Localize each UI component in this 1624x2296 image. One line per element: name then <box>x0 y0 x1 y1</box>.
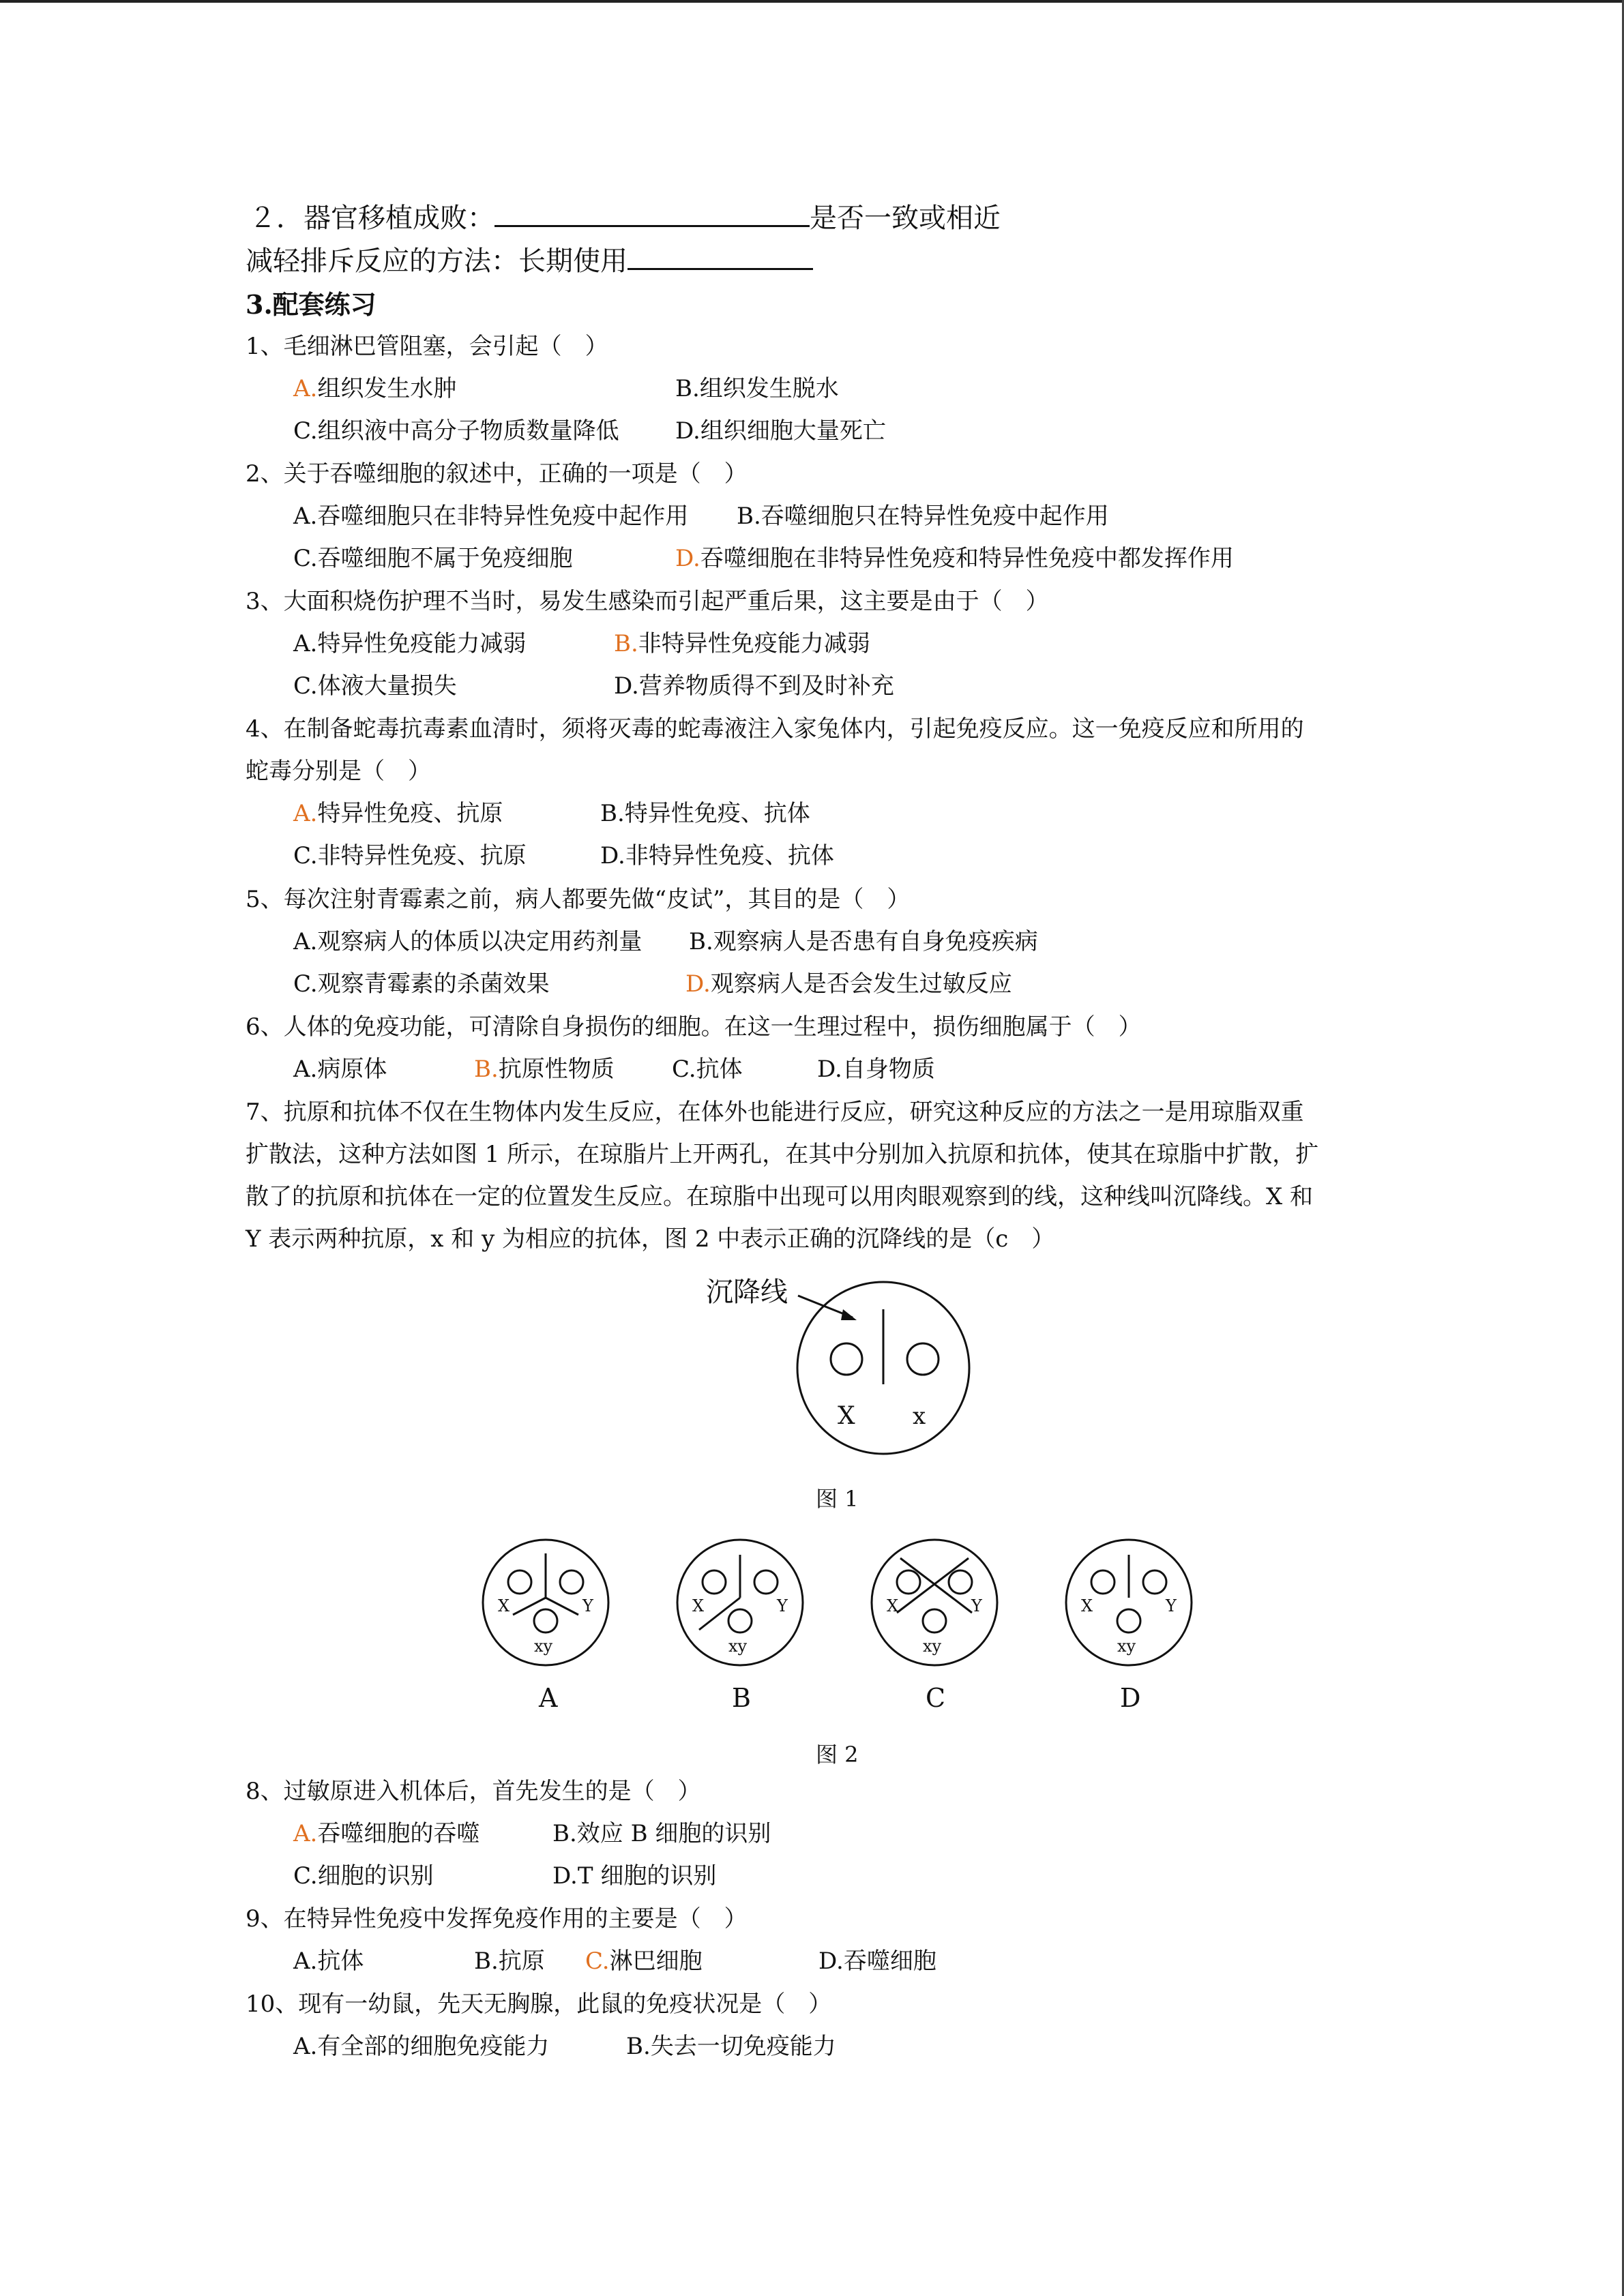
sedimentation-line-label: 沉降线 <box>706 1277 788 1308</box>
question-6-option-c: C.抗体 <box>672 1056 743 1083</box>
dish-label-right: Y <box>1166 1596 1177 1615</box>
organ-transplant-line <box>249 205 1001 232</box>
option-letter-b: B <box>732 1683 751 1713</box>
question-6-option-a: A.病原体 <box>293 1056 387 1083</box>
question-5-stem: 5、每次注射青霉素之前，病人都要先做“皮试”，其目的是（ ） <box>246 886 911 913</box>
question-2-option-a: A.吞噬细胞只在非特异性免疫中起作用 <box>293 503 689 530</box>
section-title: 3.配套练习 <box>246 289 377 320</box>
question-2-option-d <box>675 547 1234 570</box>
question-8-option-d: D.T 细胞的识别 <box>552 1862 717 1890</box>
question-10-stem: 10、现有一幼鼠，先天无胸腺，此鼠的免疫状况是（ ） <box>246 1991 832 2018</box>
question-1-option-c: C.组织液中高分子物质数量降低 <box>293 417 619 445</box>
figure-2-caption: 图 2 <box>816 1742 859 1768</box>
page-top-border <box>0 0 1624 3</box>
option-text: 组织发生水肿 <box>317 375 457 402</box>
dish-label-right: Y <box>971 1596 982 1615</box>
question-3-option-a: A.特异性免疫能力减弱 <box>293 630 527 657</box>
answer-blank-2 <box>628 248 813 270</box>
question-4-option-c: C.非特异性免疫、抗原 <box>293 842 527 869</box>
question-7-stem-4: Y 表示两种抗原，x 和 y 为相应的抗体，图 2 中表示正确的沉降线的是（c ） <box>246 1225 1055 1253</box>
precipitation-line <box>699 1598 740 1630</box>
question-8-option-c: C.细胞的识别 <box>293 1862 434 1890</box>
option-text: 非特异性免疫能力减弱 <box>638 630 870 657</box>
dish-label-bottom: xy <box>1117 1637 1136 1656</box>
dish-label-bottom: xy <box>728 1637 748 1656</box>
option-text: 淋巴细胞 <box>609 1948 703 1975</box>
question-4-stem-cont: 蛇毒分别是（ ） <box>246 758 431 785</box>
question-4-option-a <box>293 802 503 825</box>
precipitation-line <box>900 1558 972 1613</box>
question-9-option-d: D.吞噬细胞 <box>818 1948 936 1975</box>
answer-blank-1 <box>494 205 810 227</box>
dish-c <box>872 1540 997 1713</box>
dish-label-right: Y <box>777 1596 788 1615</box>
option-text: 观察病人是否会发生过敏反应 <box>710 970 1012 998</box>
option-text: 抗原性物质 <box>498 1056 615 1083</box>
arrow-head-icon <box>841 1309 857 1320</box>
figure-1-caption: 图 1 <box>816 1486 859 1512</box>
dish-label-left: X <box>1081 1596 1093 1615</box>
rejection-line <box>246 245 813 277</box>
question-1-option-d: D.组织细胞大量死亡 <box>675 417 886 445</box>
question-3-option-d: D.营养物质得不到及时补充 <box>614 672 894 700</box>
question-10-option-a: A.有全部的细胞免疫能力 <box>293 2033 550 2060</box>
question-9-stem: 9、在特异性免疫中发挥免疫作用的主要是（ ） <box>246 1905 748 1933</box>
question-2-option-b: B.吞噬细胞只在特异性免疫中起作用 <box>737 503 1109 530</box>
precipitation-line <box>546 1598 578 1615</box>
option-letter-answer: A. <box>293 1820 318 1847</box>
precipitation-line <box>897 1558 969 1613</box>
dish-b <box>677 1540 803 1713</box>
question-4-option-d: D.非特异性免疫、抗体 <box>600 842 834 869</box>
option-letter-d: D <box>1120 1683 1141 1713</box>
question-4-option-b: B.特异性免疫、抗体 <box>600 800 810 827</box>
option-letter-answer: D. <box>675 545 700 572</box>
question-8-option-b: B.效应 B 细胞的识别 <box>552 1820 771 1847</box>
question-5-option-d <box>685 972 1012 996</box>
question-6-option-d: D.自身物质 <box>817 1056 935 1083</box>
question-6-stem: 6、人体的免疫功能，可清除自身损伤的细胞。在这一生理过程中，损伤细胞属于（ ） <box>246 1013 1142 1041</box>
dish-label-right: Y <box>582 1596 593 1615</box>
dish-a <box>483 1540 608 1713</box>
option-letter-answer: A. <box>293 800 318 827</box>
question-8-option-a <box>293 1822 479 1845</box>
figure-2-diagram <box>464 1527 1214 1718</box>
dish-label-left: X <box>498 1596 510 1615</box>
organ-transplant-suffix: 是否一致或相近 <box>810 203 1001 234</box>
dish-label-bottom: xy <box>534 1637 553 1656</box>
question-9-option-c <box>585 1950 703 1973</box>
antibody-label: x <box>913 1403 926 1430</box>
rejection-prefix: 减轻排斥反应的方法：长期使用 <box>246 245 628 277</box>
option-letter-answer: B. <box>614 630 638 657</box>
option-letter-c: C <box>926 1683 946 1713</box>
question-5-option-c: C.观察青霉素的杀菌效果 <box>293 970 550 998</box>
question-2-option-c: C.吞噬细胞不属于免疫细胞 <box>293 545 573 572</box>
organ-transplant-prefix: ２．器官移植成败： <box>249 203 494 234</box>
question-1-option-b: B.组织发生脱水 <box>675 375 839 402</box>
question-2-stem: 2、关于吞噬细胞的叙述中，正确的一项是（ ） <box>246 460 748 488</box>
dish-d <box>1066 1540 1192 1713</box>
option-text: 吞噬细胞的吞噬 <box>317 1820 480 1847</box>
question-7-stem-3: 散了的抗原和抗体在一定的位置发生反应。在琼脂中出现可以用肉眼观察到的线，这种线叫沉降线。X 和 <box>246 1183 1314 1210</box>
question-10-option-b: B.失去一切免疫能力 <box>626 2033 836 2060</box>
question-3-option-c: C.体液大量损失 <box>293 672 457 700</box>
question-5-option-a: A.观察病人的体质以决定用药剂量 <box>293 928 643 955</box>
question-4-stem: 4、在制备蛇毒抗毒素血清时，须将灭毒的蛇毒液注入家兔体内，引起免疫反应。这一免疫反应和所用的 <box>246 715 1304 743</box>
antigen-well <box>831 1343 862 1375</box>
dish-label-left: X <box>887 1596 899 1615</box>
figure-1-diagram <box>696 1268 996 1473</box>
question-1-option-a <box>293 377 456 400</box>
question-3-option-b <box>614 632 870 655</box>
question-8-stem: 8、过敏原进入机体后，首先发生的是（ ） <box>246 1778 701 1805</box>
option-text: 吞噬细胞在非特异性免疫和特异性免疫中都发挥作用 <box>700 545 1234 572</box>
dish-label-left: X <box>692 1596 705 1615</box>
question-3-stem: 3、大面积烧伤护理不当时，易发生感染而引起严重后果，这主要是由于（ ） <box>246 588 1049 615</box>
option-letter-answer: A. <box>293 375 318 402</box>
dish-label-bottom: xy <box>923 1637 942 1656</box>
question-9-option-b: B.抗原 <box>474 1948 545 1975</box>
option-letter-answer: D. <box>685 970 711 998</box>
question-7-stem: 7、抗原和抗体不仅在生物体内发生反应，在体外也能进行反应，研究这种反应的方法之一是用琼脂双重 <box>246 1099 1304 1126</box>
antigen-label: X <box>838 1402 855 1430</box>
option-letter-answer: C. <box>585 1948 610 1975</box>
option-text: 特异性免疫、抗原 <box>317 800 503 827</box>
option-letter-answer: B. <box>474 1056 499 1083</box>
question-7-stem-2: 扩散法，这种方法如图 1 所示，在琼脂片上开两孔，在其中分别加入抗原和抗体，使其在琼脂中扩散，扩 <box>246 1141 1319 1168</box>
antibody-well <box>907 1343 939 1375</box>
question-9-option-a: A.抗体 <box>293 1948 364 1975</box>
precipitation-line <box>513 1598 546 1615</box>
option-letter-a: A <box>539 1683 558 1713</box>
question-6-option-b <box>474 1058 615 1081</box>
question-5-option-b: B.观察病人是否患有自身免疫疾病 <box>689 928 1038 955</box>
question-1-stem: 1、毛细淋巴管阻塞，会引起（ ） <box>246 333 608 360</box>
